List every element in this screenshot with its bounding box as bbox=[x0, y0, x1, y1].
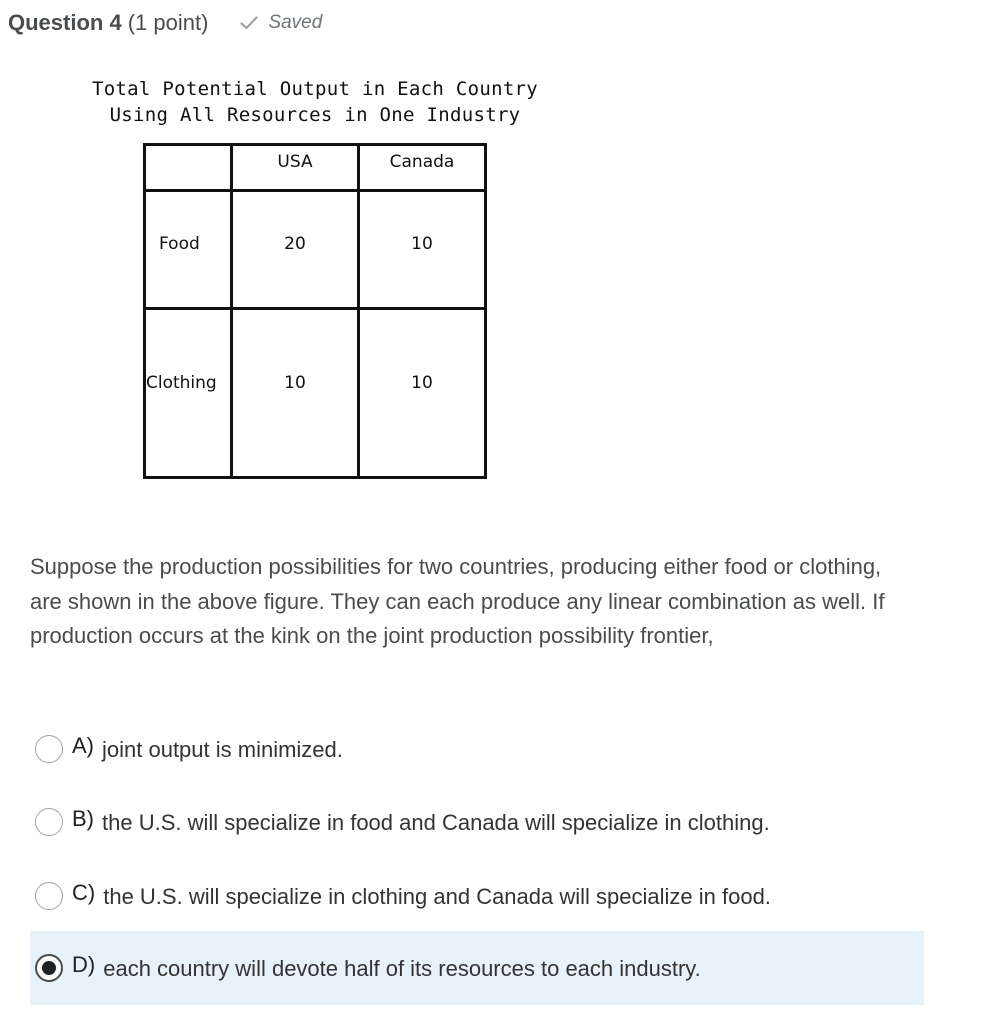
option-text: the U.S. will specialize in clothing and Canada will specialize in food. bbox=[103, 884, 771, 909]
check-icon bbox=[240, 16, 258, 30]
option-text: the U.S. will specialize in food and Canada will specialize in clothing. bbox=[102, 810, 770, 835]
option-letter: B) bbox=[72, 806, 94, 831]
question-points: (1 point) bbox=[127, 10, 209, 35]
table-row bbox=[145, 309, 486, 478]
output-table bbox=[143, 143, 487, 479]
saved-label: Saved bbox=[268, 12, 323, 33]
question-text: Suppose the production possibilities for two countries, producing either food or clothing, are shown in the above figure. They can each produce any linear combination as well. If production occurs at the kink on the joint production possibility frontier, bbox=[30, 554, 885, 648]
option-d[interactable] bbox=[30, 931, 924, 1005]
table-header-cell: Canada bbox=[359, 145, 486, 191]
option-c[interactable] bbox=[30, 859, 924, 933]
option-b[interactable] bbox=[30, 785, 924, 859]
option-text: each country will devote half of its resources to each industry. bbox=[103, 956, 701, 981]
question-header bbox=[8, 8, 322, 38]
table-cell: 10 bbox=[359, 309, 486, 478]
figure-title-line2: Using All Resources in One Industry bbox=[109, 104, 521, 126]
table-header-row bbox=[145, 145, 486, 191]
table-cell: 20 bbox=[232, 191, 359, 309]
saved-status bbox=[240, 12, 322, 34]
radio-button-a[interactable] bbox=[35, 735, 63, 763]
option-letter: D) bbox=[72, 952, 96, 977]
radio-button-d[interactable] bbox=[35, 954, 63, 982]
option-text: joint output is minimized. bbox=[102, 737, 343, 762]
table-header-cell: USA bbox=[232, 145, 359, 191]
figure-title-line1: Total Potential Output in Each Country bbox=[91, 78, 539, 100]
table-cell: 10 bbox=[232, 309, 359, 478]
question-title: Question 4 bbox=[8, 10, 122, 35]
output-figure bbox=[90, 76, 550, 486]
option-letter: C) bbox=[72, 880, 96, 905]
option-letter: A) bbox=[72, 733, 94, 758]
table-cell: 10 bbox=[359, 191, 486, 309]
radio-selected-dot bbox=[42, 961, 56, 975]
row-label-clothing: Clothing bbox=[145, 309, 232, 478]
table-header-cell bbox=[145, 145, 232, 191]
row-label-food: Food bbox=[145, 191, 232, 309]
radio-button-b[interactable] bbox=[35, 808, 63, 836]
radio-button-c[interactable] bbox=[35, 882, 63, 910]
table-row bbox=[145, 191, 486, 309]
option-a[interactable] bbox=[30, 712, 924, 786]
